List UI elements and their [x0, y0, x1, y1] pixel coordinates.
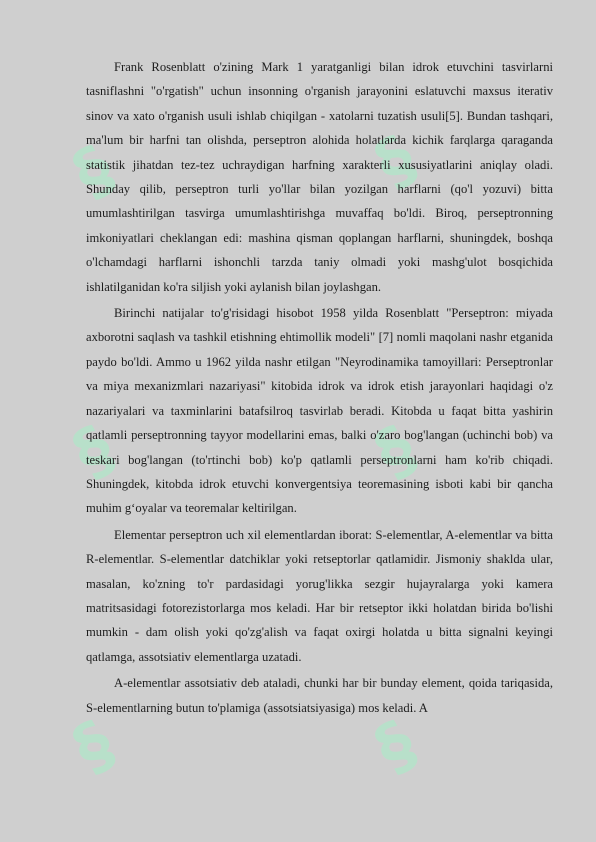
watermark-glyph-5: § [61, 706, 127, 788]
paragraph-4: A-elementlar assotsiativ deb ataladi, chunki har bir bunday element, qoida tariqasida, S-elementlarning butun to'plamiga (assotsiatsiyasiga) mos keladi. A [86, 676, 553, 715]
watermark-glyph-6: § [363, 706, 429, 788]
watermark-mark [363, 706, 429, 788]
paragraph-3: Elementar perseptron uch xil elementlardan iborat: S-elementlar, A-elementlar va bitta R-elementlar. S-elementlar datchiklar yoki retseptorlar qatlamidir. Jismoniy shaklda ular, masalan, ko'zning to'r pardasidagi yorug'likka sezgir hujayralarga yoki kamera matritsasidagi fotorezistorlarga mos keladi. Har bir retseptor ikki holatdan birida bo'lishi mumkin - dam olish yoki qo'zg'alish va faqat oxirgi holatda u bitta signalni keyingi qatlamga, assotsiativ elementlarga uzatadi. [86, 527, 553, 664]
document-body [86, 55, 553, 722]
watermark-mark [61, 706, 127, 788]
paragraph-2: Birinchi natijalar to'g'risidagi hisobot 1958 yilda Rosenblatt "Perseptron: miyada axborotni saqlash va tashkil etishning ehtimollik modeli" [7] nomli maqolani nashr etganida paydo bo'ldi. Ammo u 1962 yilda nashr etilgan "Neyrodinamika tamoyillari: Perseptronlar va miya mexanizmlari nazariyasi" kitobida idrok va idrok etish jarayonlari haqidagi o'z nazariyalari va taxminlarini batafsilroq tasvirlab beradi. Kitobda u faqat bitta yashirin qatlamli perseptronning tayyor modellarini emas, balki o'zaro bog'langan (uchinchi bob) va teskari bog'langan (to'rtinchi bob) ko'p qatlamli perseptronlarni ham ko'rib chiqadi. Shuningdek, kitobda idrok etuvchi konvergentsiya teoremasining isboti kabi bir qancha muhim g‘oyalar va teoremalar keltirilgan. [86, 306, 553, 516]
watermark-glyph-3: § [61, 411, 127, 493]
watermark-glyph-1: § [61, 131, 127, 213]
paragraph-1: Frank Rosenblatt o'zining Mark 1 yaratganligi bilan idrok etuvchini tasvirlarni tasniflashni "o'rgatish" uchun insonning o'rganish jarayonini eslatuvchi maxsus iterativ sinov va xato o'rganish usuli ishlab chiqilgan - xatolarni tuzatish usuli[5]. Bundan tashqari, ma'lum bir harfni tan olishda, perseptron alohida holatlarda kichik farqlarga qaraganda statistik jihatdan tez-tez uchraydigan harfning xarakterli xususiyatlarini aniqlay oladi. Shunday qilib, perseptron turli yo'llar bilan yozilgan harflarni (qo'l yozuvi) bitta umumlashtirilgan tasvirga umumlashtirishga muvaffaq bo'ldi. Biroq, perseptronning imkoniyatlari cheklangan edi: mashina qisman qoplangan harflarni, shuningdek, boshqa o'lchamdagi harflarni ishonchli tarzda taniy olmadi yoki mashg'ulot bosqichida ishlatilganidan ko'ra siljish yoki aylanish bilan joylashgan. [86, 60, 553, 294]
watermark-glyph-4: § [363, 411, 429, 493]
watermark-glyph-2: § [363, 121, 429, 203]
